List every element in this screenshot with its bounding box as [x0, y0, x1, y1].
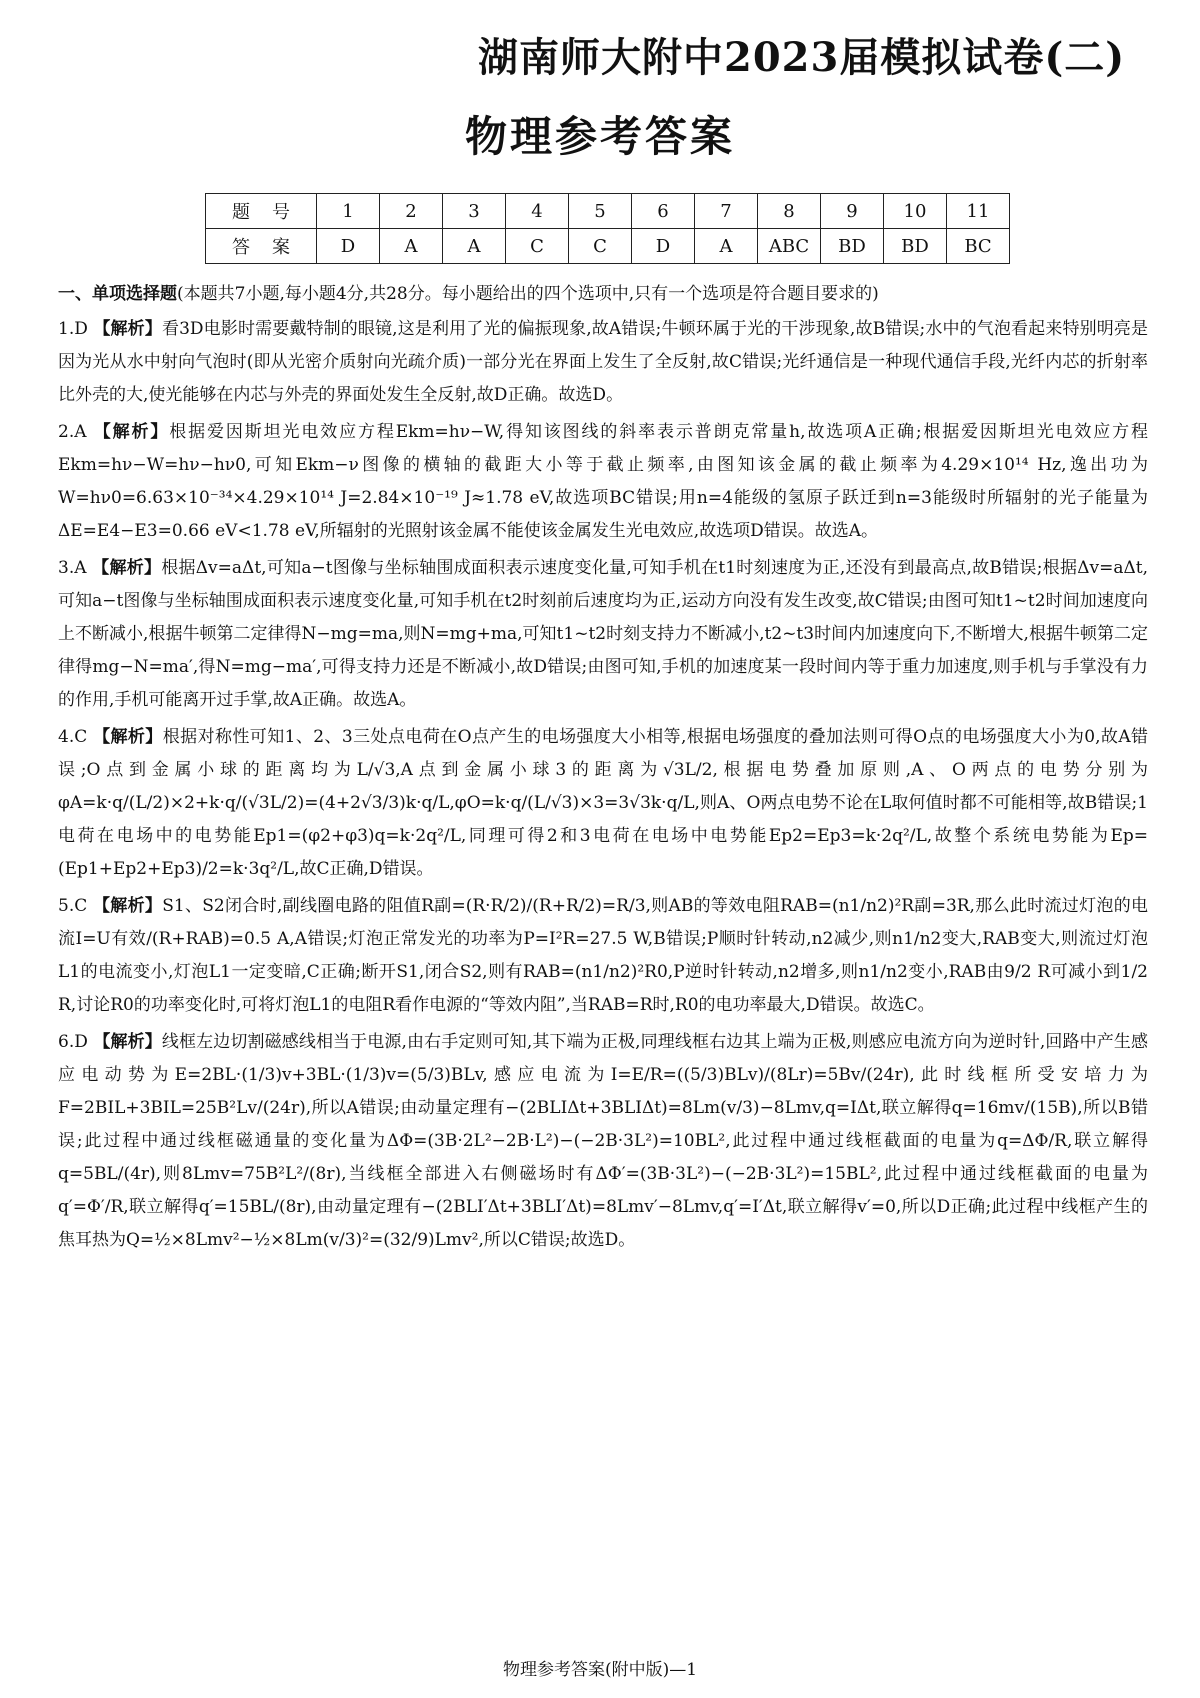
solution-item	[58, 552, 1148, 717]
solution-text: S1、S2闭合时,副线圈电路的阻值R副=(R·R/2)/(R+R/2)=R/3,则AB的等效电阻RAB=(n1/n2)²R副=3R,那么此时流过灯泡的电流I=U有效/(R+RAB)=0.5 A,A错误;灯泡正常发光的功率为P=I²R=27.5 W,B错误;P顺时针转动,n2减少,则n1/n2变大,RAB变大,则流过灯泡L1的电流变小,灯泡L1一定变暗,C正确;断开S1,闭合S2,则有RAB=(n1/n2)²R0,P逆时针转动,n2增多,则n1/n2变小,RAB由9/2 R可减小到1/2 R,讨论R0的功率变化时,可将灯泡L1的电阻R看作电源的“等效内阻”,当RAB=R时,R0的电功率最大,D错误。故选C。	[58, 896, 1149, 1015]
solution-number: 3.A	[58, 558, 87, 578]
answer-key-table	[205, 193, 1010, 264]
analysis-tag: 【解析】	[93, 319, 162, 339]
section-note: (本题共7小题,每小题4分,共28分。每小题给出的四个选项中,只有一个选项是符合题目要求的)	[177, 284, 879, 304]
solutions-body	[58, 278, 1148, 1261]
answer-cell: D	[317, 229, 380, 264]
question-number-cell: 6	[632, 194, 695, 229]
answer-cell: D	[632, 229, 695, 264]
analysis-tag: 【解析】	[92, 896, 163, 916]
answer-cell: C	[569, 229, 632, 264]
answer-cell: A	[695, 229, 758, 264]
solution-text: 根据对称性可知1、2、3三处点电荷在O点产生的电场强度大小相等,根据电场强度的叠加法则可得O点的电场强度大小为0,故A错误;O点到金属小球的距离均为L/√3,A点到金属小球3的距离为√3L/2,根据电势叠加原则,A、O两点的电势分别为φA=k·q/(L/2)×2+k·q/(√3L/2)=(4+2√3/3)k·q/L,φO=k·q/(L/√3)×3=3√3k·q/L,则A、O两点电势不论在L取何值时都不可能相等,故B错误;1电荷在电场中的电势能Ep1=(φ2+φ3)q=k·2q²/L,同理可得2和3电荷在电场中电势能Ep2=Ep3=k·2q²/L,故整个系统电势能为Ep=(Ep1+Ep2+Ep3)/2=k·3q²/L,故C正确,D错误。	[58, 727, 1149, 879]
solution-item	[58, 721, 1148, 886]
page-footer: 物理参考答案(附中版)—1	[502, 1660, 698, 1680]
question-number-cell: 1	[317, 194, 380, 229]
answer-cell: A	[443, 229, 506, 264]
solution-text: 看3D电影时需要戴特制的眼镜,这是利用了光的偏振现象,故A错误;牛顿环属于光的干涉现象,故B错误;水中的气泡看起来特别明亮是因为光从水中射向气泡时(即从光密介质射向光疏介质)一部分光在界面上发生了全反射,故C错误;光纤通信是一种现代通信手段,光纤内芯的折射率比外壳的大,使光能够在内芯与外壳的界面处发生全反射,故D正确。故选D。	[58, 319, 1148, 405]
solution-item	[58, 313, 1148, 412]
solution-text: 根据Δv=aΔt,可知a−t图像与坐标轴围成面积表示速度变化量,可知手机在t1时刻速度为正,还没有到最高点,故B错误;根据Δv=aΔt,可知a−t图像与坐标轴围成面积表示速度变化量,可知手机在t2时刻前后速度均为正,运动方向没有发生改变,故C错误;由图可知t1~t2时间加速度向上不断减小,根据牛顿第二定律得N−mg=ma,则N=mg+ma,可知t1~t2时刻支持力不断减小,t2~t3时间内加速度向下,不断增大,根据牛顿第二定律得mg−N=ma′,得N=mg−ma′,可得支持力还是不断减小,故D错误;由图可知,手机的加速度某一段时间内等于重力加速度,则手机与手掌没有力的作用,手机可能离开过手掌,故A正确。故选A。	[58, 558, 1148, 710]
solution-number: 2.A	[58, 422, 87, 442]
solution-item	[58, 1026, 1148, 1257]
question-number-cell: 8	[758, 194, 821, 229]
answer-cell: BD	[821, 229, 884, 264]
answer-cell: C	[506, 229, 569, 264]
section-title: 一、单项选择题	[58, 284, 177, 304]
answer-cell: ABC	[758, 229, 821, 264]
question-number-cell: 9	[821, 194, 884, 229]
question-number-cell: 10	[884, 194, 947, 229]
solution-number: 4.C	[58, 727, 88, 747]
question-number-row	[206, 194, 1010, 229]
answer-cell: BC	[947, 229, 1010, 264]
analysis-tag: 【解析】	[93, 422, 170, 442]
answer-cell: A	[380, 229, 443, 264]
solution-text: 线框左边切割磁感线相当于电源,由右手定则可知,其下端为正极,同理线框右边其上端为正极,则感应电流方向为逆时针,回路中产生感应电动势为E=2BL·(1/3)v+3BL·(1/3)v=(5/3)BLv,感应电流为I=E/R=((5/3)BLv)/(8Lr)=5Bv/(24r),此时线框所受安培力为F=2BIL+3BIL=25B²Lv/(24r),所以A错误;由动量定理有−(2BLIΔt+3BLIΔt)=8Lm(v/3)−8Lmv,q=IΔt,联立解得q=16mv/(15B),所以B错误;此过程中通过线框磁通量的变化量为ΔΦ=(3B·2L²−2B·L²)−(−2B·3L²)=10BL²,此过程中通过线框截面的电量为q=ΔΦ/R,联立解得q=5BL/(4r),则8Lmv=75B²L²/(8r),当线框全部进入右侧磁场时有ΔΦ′=(3B·3L²)−(−2B·3L²)=15BL²,此过程中通过线框截面的电量为q′=Φ′/R,联立解得q′=15BL/(8r),由动量定理有−(2BLI′Δt+3BLI′Δt)=8Lmv′−8Lmv,q′=I′Δt,联立解得v′=0,所以D正确;此过程中线框产生的焦耳热为Q=½×8Lmv²−½×8Lm(v/3)²=(32/9)Lmv²,所以C错误;故选D。	[58, 1032, 1149, 1250]
row-label-answer: 答案	[206, 229, 317, 264]
question-number-cell: 5	[569, 194, 632, 229]
analysis-tag: 【解析】	[92, 558, 162, 578]
answer-cell: BD	[884, 229, 947, 264]
solution-number: 1.D	[58, 319, 88, 339]
row-label-number: 题号	[206, 194, 317, 229]
answer-row	[206, 229, 1010, 264]
solution-item	[58, 890, 1148, 1022]
analysis-tag: 【解析】	[93, 1032, 162, 1052]
solution-text: 根据爱因斯坦光电效应方程Ekm=hν−W,得知该图线的斜率表示普朗克常量h,故选项A正确;根据爱因斯坦光电效应方程Ekm=hν−W=hν−hν0,可知Ekm−ν图像的横轴的截距大小等于截止频率,由图知该金属的截止频率为4.29×10¹⁴ Hz,逸出功为W=hν0=6.63×10⁻³⁴×4.29×10¹⁴ J=2.84×10⁻¹⁹ J≈1.78 eV,故选项BC错误;用n=4能级的氢原子跃迁到n=3能级时所辐射的光子能量为ΔE=E4−E3=0.66 eV<1.78 eV,所辐射的光照射该金属不能使该金属发生光电效应,故选项D错误。故选A。	[58, 422, 1148, 541]
question-number-cell: 4	[506, 194, 569, 229]
school-exam-title: 湖南师大附中2023届模拟试卷(二)	[478, 34, 1126, 81]
question-number-cell: 2	[380, 194, 443, 229]
solution-number: 6.D	[58, 1032, 88, 1052]
question-number-cell: 7	[695, 194, 758, 229]
analysis-tag: 【解析】	[93, 727, 163, 747]
section-heading	[58, 278, 1148, 311]
solution-item	[58, 416, 1148, 548]
question-number-cell: 3	[443, 194, 506, 229]
solution-number: 5.C	[58, 896, 88, 916]
question-number-cell: 11	[947, 194, 1010, 229]
subject-title: 物理参考答案	[464, 112, 735, 161]
